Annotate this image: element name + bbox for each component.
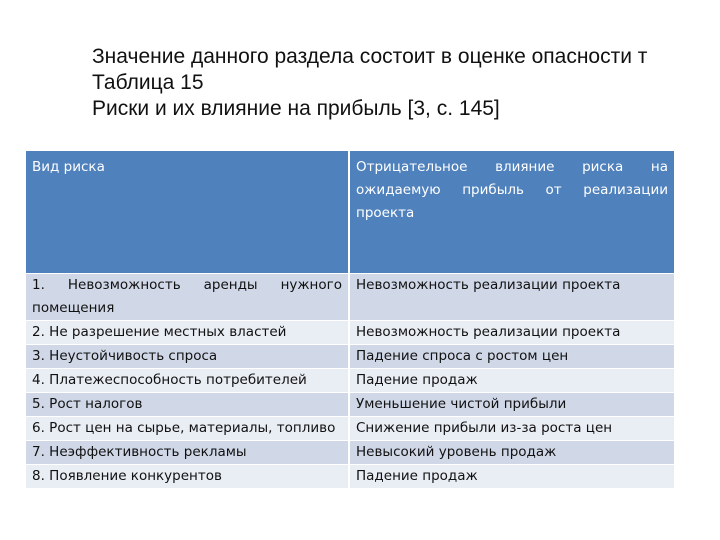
table-row [26,465,674,489]
table-row [26,393,674,417]
impact-cell: Падение продаж [348,369,674,393]
risk-cell: 4. Платежеспособность потребителей [26,369,348,393]
impact-cell: Уменьшение чистой прибыли [348,393,674,417]
risk-cell: 6. Рост цен на сырье, материалы, топливо [26,417,348,441]
impact-cell: Невозможность реализации проекта [348,321,674,345]
risk-cell: 7. Неэффективность рекламы [26,441,348,465]
slide-heading [92,44,720,122]
table-number: Таблица 15 [92,71,204,94]
impact-cell: Снижение прибыли из-за роста цен [348,417,674,441]
impact-cell: Падение спроса с ростом цен [348,345,674,369]
risk-table [26,151,674,489]
table-row [26,441,674,465]
header-risk-type: Вид риска [26,151,348,274]
impact-cell: Падение продаж [348,465,674,489]
table-header-row [26,151,674,274]
table-row [26,369,674,393]
table-title: Риски и их влияние на прибыль [3, с. 145] [92,97,500,120]
header-impact: Отрицательное влияние риска на ожидаемую прибыль от реализации проекта [348,151,674,274]
table-row [26,321,674,345]
table-row [26,417,674,441]
risk-cell: 1. Невозможность аренды нужного помещения [26,274,348,321]
risk-cell: 5. Рост налогов [26,393,348,417]
table-row [26,345,674,369]
risk-cell: 8. Появление конкурентов [26,465,348,489]
impact-cell: Невозможность реализации проекта [348,274,674,321]
risk-cell: 3. Неустойчивость спроса [26,345,348,369]
risk-cell: 2. Не разрешение местных властей [26,321,348,345]
impact-cell: Невысокий уровень продаж [348,441,674,465]
table-row [26,274,674,321]
intro-text: Значение данного раздела состоит в оценке опасности т [92,45,648,68]
